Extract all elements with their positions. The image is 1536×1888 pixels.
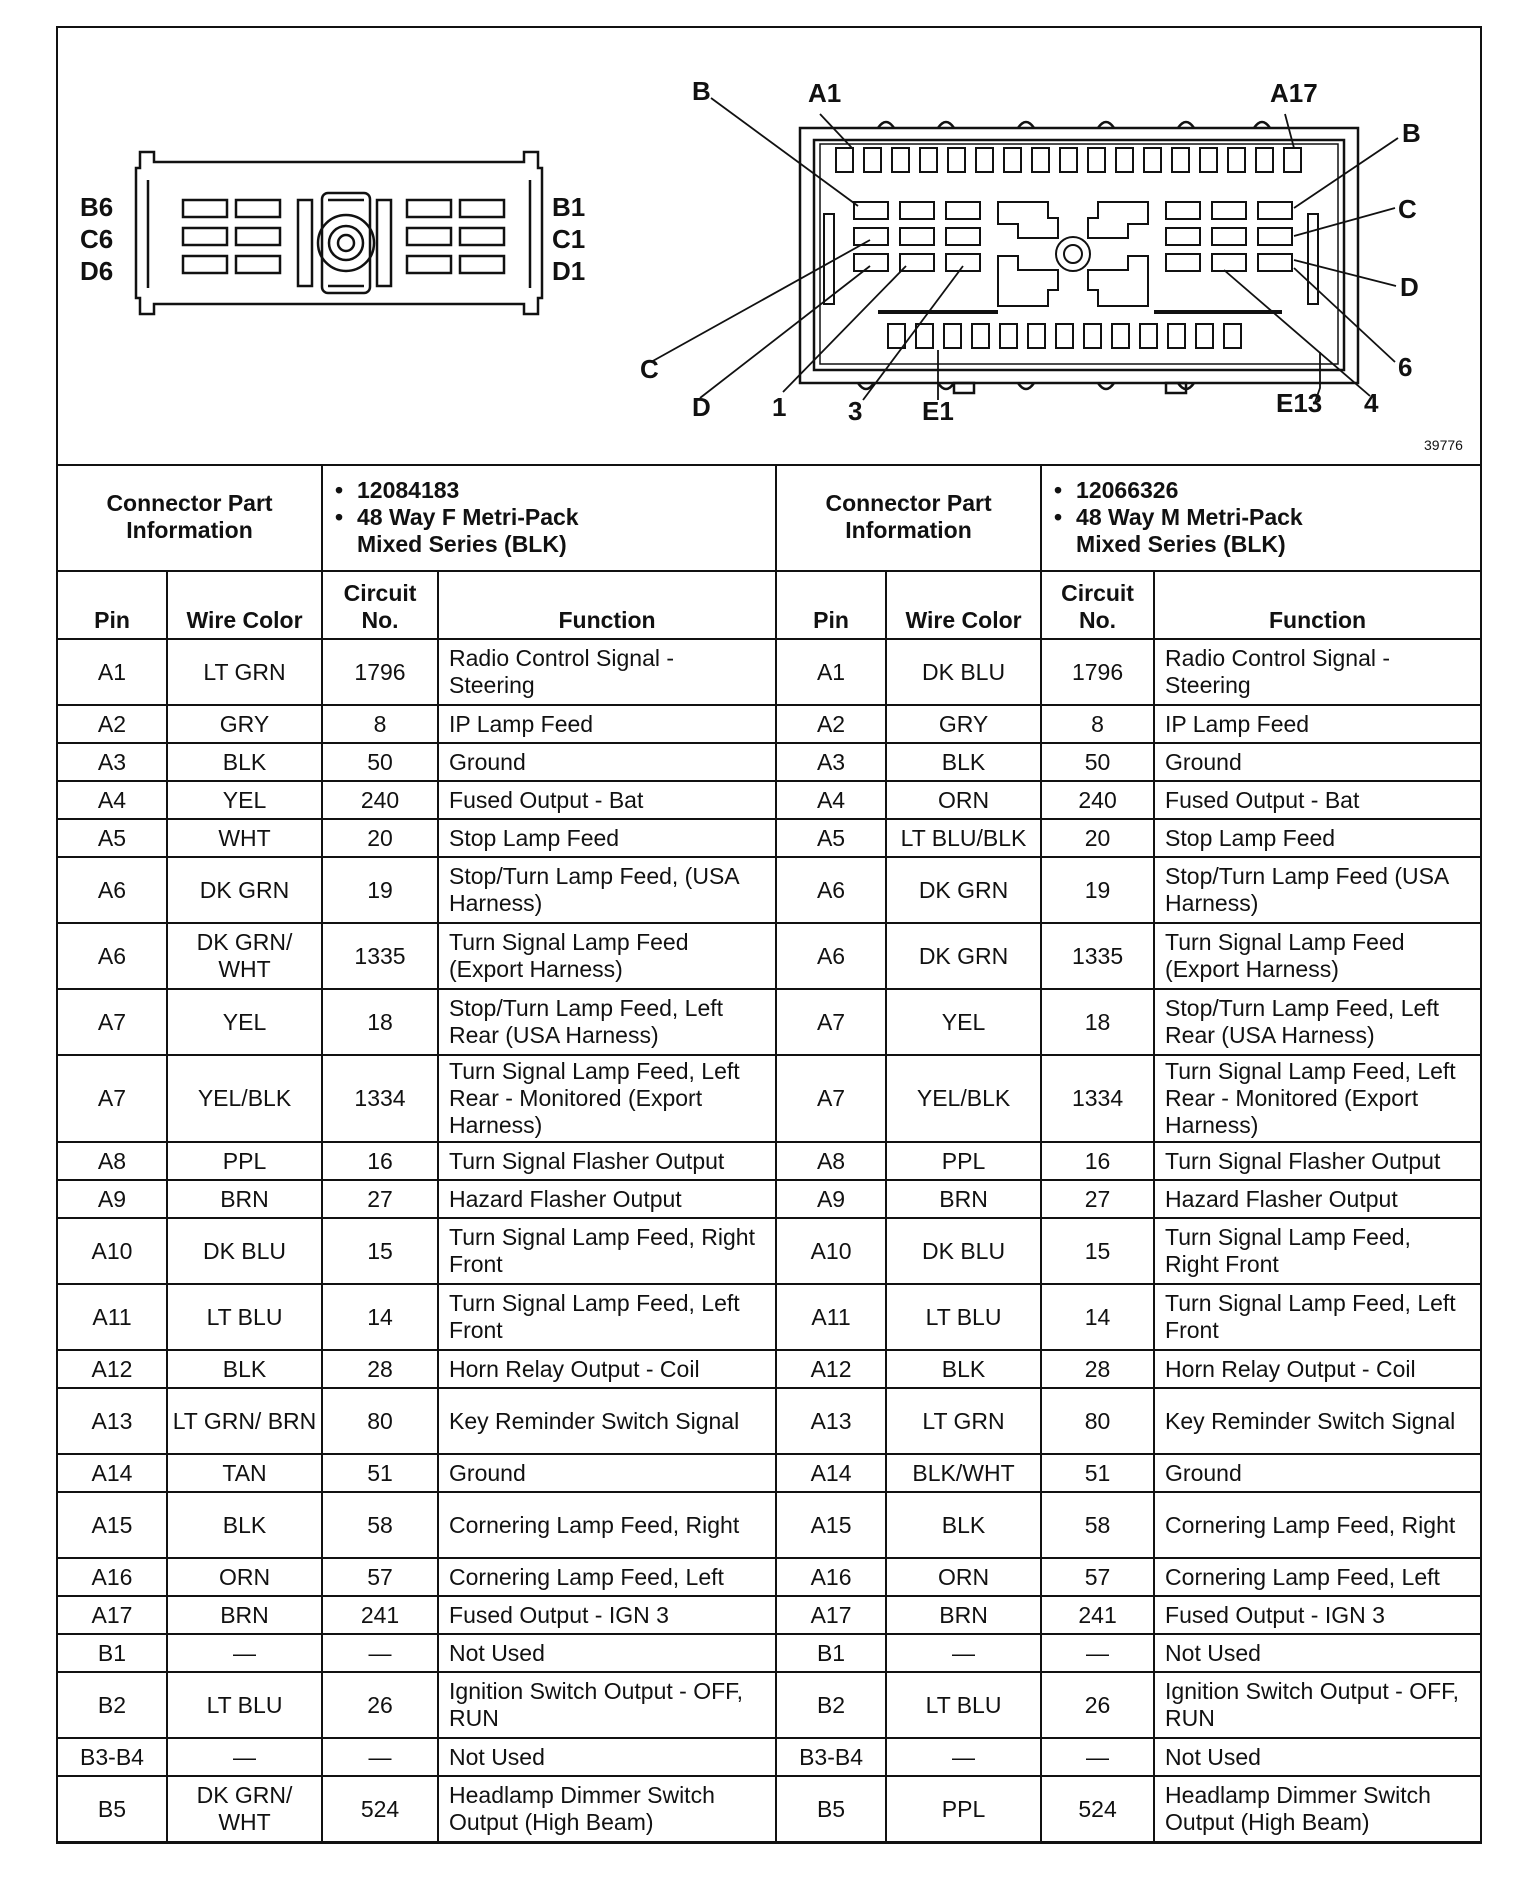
header-wire-color: Wire Color — [167, 571, 322, 639]
table-row — [58, 1055, 1480, 1142]
pin-cell: A16 — [776, 1558, 886, 1596]
wire-color-cell: BLK — [167, 1492, 322, 1558]
circuit-no-cell: 18 — [1041, 989, 1154, 1055]
label-six: 6 — [1398, 352, 1413, 382]
table-row — [58, 1284, 1480, 1350]
header-circuit-no — [322, 571, 438, 639]
circuit-no-cell: 27 — [322, 1180, 438, 1218]
label-d1: D1 — [552, 256, 586, 286]
function-cell: Radio Control Signal - Steering — [1154, 639, 1480, 705]
left-description-line2: Mixed Series (BLK) — [357, 530, 567, 557]
male-connector-drawing — [800, 122, 1358, 393]
wire-color-cell: WHT — [167, 819, 322, 857]
function-cell: Stop Lamp Feed — [1154, 819, 1480, 857]
pin-cell: B1 — [58, 1634, 167, 1672]
wire-color-cell: GRY — [886, 705, 1041, 743]
function-cell: Not Used — [438, 1738, 776, 1776]
label-c6: C6 — [80, 224, 114, 254]
wire-color-cell: DK GRN — [167, 857, 322, 923]
wire-color-cell: BLK — [886, 743, 1041, 781]
left-connector-info — [322, 464, 776, 571]
label-a17: A17 — [1270, 78, 1318, 108]
function-cell: Cornering Lamp Feed, Left — [438, 1558, 776, 1596]
pin-cell: A1 — [58, 639, 167, 705]
pin-cell: A6 — [776, 923, 886, 989]
label-a1: A1 — [808, 78, 842, 108]
pinout-table — [58, 464, 1480, 1843]
pin-cell: B5 — [776, 1776, 886, 1842]
function-cell: Stop/Turn Lamp Feed, (USA Harness) — [438, 857, 776, 923]
function-cell: Ground — [1154, 743, 1480, 781]
wire-color-cell: DK GRN/ WHT — [167, 923, 322, 989]
wire-color-cell: YEL/BLK — [886, 1055, 1041, 1142]
wire-color-cell: BRN — [886, 1596, 1041, 1634]
table-row — [58, 1776, 1480, 1842]
wire-color-cell: BLK/WHT — [886, 1454, 1041, 1492]
table-row — [58, 1454, 1480, 1492]
circuit-no-cell: 15 — [1041, 1218, 1154, 1284]
wire-color-cell: DK BLU — [167, 1218, 322, 1284]
wire-color-cell: LT BLU — [886, 1672, 1041, 1738]
table-row — [58, 781, 1480, 819]
connector-info-row — [58, 464, 1480, 571]
table-row — [58, 1672, 1480, 1738]
circuit-no-cell: 80 — [322, 1388, 438, 1454]
circuit-no-cell: 15 — [322, 1218, 438, 1284]
pin-cell: A7 — [776, 1055, 886, 1142]
wire-color-cell: TAN — [167, 1454, 322, 1492]
wire-color-cell: LT BLU — [167, 1672, 322, 1738]
header-function: Function — [438, 571, 776, 639]
header-pin: Pin — [58, 571, 167, 639]
pin-cell: A15 — [58, 1492, 167, 1558]
function-cell: Fused Output - IGN 3 — [1154, 1596, 1480, 1634]
pin-cell: A2 — [58, 705, 167, 743]
table-row — [58, 1350, 1480, 1388]
function-cell: Turn Signal Lamp Feed, Right Front — [1154, 1218, 1480, 1284]
table-row — [58, 1738, 1480, 1776]
label-c-right: C — [1398, 194, 1417, 224]
circuit-no-cell: 80 — [1041, 1388, 1154, 1454]
function-cell: Ground — [438, 743, 776, 781]
circuit-no-cell: 57 — [322, 1558, 438, 1596]
pin-cell: B5 — [58, 1776, 167, 1842]
function-cell: Cornering Lamp Feed, Right — [1154, 1492, 1480, 1558]
wire-color-cell: YEL/BLK — [167, 1055, 322, 1142]
circuit-no-cell: 16 — [1041, 1142, 1154, 1180]
pin-cell: A17 — [58, 1596, 167, 1634]
circuit-no-cell: 1335 — [1041, 923, 1154, 989]
header-function: Function — [1154, 571, 1480, 639]
pin-cell: B3-B4 — [776, 1738, 886, 1776]
function-cell: Fused Output - IGN 3 — [438, 1596, 776, 1634]
pin-cell: A9 — [58, 1180, 167, 1218]
circuit-no-cell: 28 — [1041, 1350, 1154, 1388]
function-cell: Turn Signal Lamp Feed (Export Harness) — [438, 923, 776, 989]
function-cell: Horn Relay Output - Coil — [1154, 1350, 1480, 1388]
function-cell: Horn Relay Output - Coil — [438, 1350, 776, 1388]
function-cell: Radio Control Signal - Steering — [438, 639, 776, 705]
wire-color-cell: DK GRN — [886, 857, 1041, 923]
function-cell: Ignition Switch Output - OFF, RUN — [1154, 1672, 1480, 1738]
table-row — [58, 1634, 1480, 1672]
pin-cell: A8 — [58, 1142, 167, 1180]
label-b1: B1 — [552, 192, 586, 222]
circuit-no-cell: 26 — [322, 1672, 438, 1738]
pin-cell: A5 — [58, 819, 167, 857]
circuit-no-cell: 524 — [1041, 1776, 1154, 1842]
circuit-no-cell: — — [322, 1738, 438, 1776]
function-cell: Cornering Lamp Feed, Left — [1154, 1558, 1480, 1596]
wire-color-cell: BLK — [167, 1350, 322, 1388]
wire-color-cell: LT GRN — [167, 639, 322, 705]
circuit-no-cell: 1334 — [1041, 1055, 1154, 1142]
wire-color-cell: PPL — [167, 1142, 322, 1180]
wire-color-cell: DK GRN/ WHT — [167, 1776, 322, 1842]
wire-color-cell: YEL — [886, 989, 1041, 1055]
pin-cell: A15 — [776, 1492, 886, 1558]
pin-cell: A7 — [776, 989, 886, 1055]
connector-drawing — [58, 28, 1480, 464]
function-cell: Not Used — [1154, 1738, 1480, 1776]
wire-color-cell: BRN — [167, 1180, 322, 1218]
pin-cell: B2 — [58, 1672, 167, 1738]
label-b-right: B — [1402, 118, 1421, 148]
circuit-no-cell: 14 — [1041, 1284, 1154, 1350]
label-three: 3 — [848, 396, 863, 426]
pin-cell: A6 — [58, 857, 167, 923]
label-d-bottom: D — [692, 392, 711, 422]
wire-color-cell: ORN — [886, 1558, 1041, 1596]
wire-color-cell: YEL — [167, 989, 322, 1055]
pin-cell: A1 — [776, 639, 886, 705]
circuit-no-cell: 50 — [322, 743, 438, 781]
function-cell: Turn Signal Lamp Feed, Left Rear - Monitored (Export Harness) — [438, 1055, 776, 1142]
label-c1: C1 — [552, 224, 586, 254]
circuit-no-cell: 1796 — [1041, 639, 1154, 705]
pin-cell: A7 — [58, 989, 167, 1055]
pin-cell: A12 — [58, 1350, 167, 1388]
circuit-no-cell: 241 — [322, 1596, 438, 1634]
right-description-line2: Mixed Series (BLK) — [1076, 530, 1286, 557]
wire-color-cell: ORN — [886, 781, 1041, 819]
wire-color-cell: PPL — [886, 1142, 1041, 1180]
pin-cell: A13 — [58, 1388, 167, 1454]
label-four: 4 — [1364, 388, 1379, 418]
header-circuit-line2: No. — [1079, 607, 1117, 633]
circuit-no-cell: — — [1041, 1738, 1154, 1776]
right-connector-info-title: Connector Part Information — [776, 464, 1041, 571]
wire-color-cell: BLK — [167, 743, 322, 781]
pin-cell: A14 — [58, 1454, 167, 1492]
function-cell: Not Used — [1154, 1634, 1480, 1672]
function-cell: Headlamp Dimmer Switch Output (High Beam) — [438, 1776, 776, 1842]
circuit-no-cell: 1335 — [322, 923, 438, 989]
circuit-no-cell: 20 — [1041, 819, 1154, 857]
header-circuit-line1: Circuit — [343, 580, 417, 606]
table-row — [58, 1218, 1480, 1284]
wire-color-cell: — — [167, 1634, 322, 1672]
pin-cell: A8 — [776, 1142, 886, 1180]
circuit-no-cell: 1796 — [322, 639, 438, 705]
circuit-no-cell: 18 — [322, 989, 438, 1055]
table-row — [58, 743, 1480, 781]
pin-cell: B1 — [776, 1634, 886, 1672]
function-cell: Turn Signal Lamp Feed, Left Front — [1154, 1284, 1480, 1350]
wire-color-cell: YEL — [167, 781, 322, 819]
left-description-line1: • 48 Way F Metri-Pack — [335, 504, 763, 531]
function-cell: Headlamp Dimmer Switch Output (High Beam) — [1154, 1776, 1480, 1842]
pin-cell: A3 — [776, 743, 886, 781]
function-cell: Stop/Turn Lamp Feed, Left Rear (USA Harness) — [1154, 989, 1480, 1055]
wire-color-cell: GRY — [167, 705, 322, 743]
wire-color-cell: BLK — [886, 1492, 1041, 1558]
table-row — [58, 1558, 1480, 1596]
circuit-no-cell: — — [322, 1634, 438, 1672]
wire-color-cell: LT GRN — [886, 1388, 1041, 1454]
table-row — [58, 857, 1480, 923]
pin-cell: A16 — [58, 1558, 167, 1596]
table-row — [58, 639, 1480, 705]
function-cell: Ignition Switch Output - OFF, RUN — [438, 1672, 776, 1738]
circuit-no-cell: 58 — [1041, 1492, 1154, 1558]
function-cell: Not Used — [438, 1634, 776, 1672]
wire-color-cell: — — [886, 1634, 1041, 1672]
circuit-no-cell: 20 — [322, 819, 438, 857]
table-row — [58, 1142, 1480, 1180]
circuit-no-cell: 16 — [322, 1142, 438, 1180]
circuit-no-cell: 8 — [322, 705, 438, 743]
circuit-no-cell: 14 — [322, 1284, 438, 1350]
wire-color-cell: BRN — [886, 1180, 1041, 1218]
label-c-bottom: C — [640, 354, 659, 384]
pin-cell: A13 — [776, 1388, 886, 1454]
left-connector-info-title: Connector Part Information — [58, 464, 322, 571]
circuit-no-cell: 51 — [1041, 1454, 1154, 1492]
female-connector-drawing — [136, 152, 542, 314]
label-e1: E1 — [922, 396, 954, 426]
wire-color-cell: PPL — [886, 1776, 1041, 1842]
table-row — [58, 923, 1480, 989]
function-cell: Stop/Turn Lamp Feed (USA Harness) — [1154, 857, 1480, 923]
table-row — [58, 1388, 1480, 1454]
pin-cell: A12 — [776, 1350, 886, 1388]
circuit-no-cell: 19 — [1041, 857, 1154, 923]
wire-color-cell: DK GRN — [886, 923, 1041, 989]
circuit-no-cell: 524 — [322, 1776, 438, 1842]
header-circuit-no — [1041, 571, 1154, 639]
circuit-no-cell: 51 — [322, 1454, 438, 1492]
pin-cell: A10 — [776, 1218, 886, 1284]
pin-cell: A6 — [776, 857, 886, 923]
pin-cell: A4 — [776, 781, 886, 819]
function-cell: Stop Lamp Feed — [438, 819, 776, 857]
circuit-no-cell: 26 — [1041, 1672, 1154, 1738]
table-row — [58, 819, 1480, 857]
left-part-number: • 12084183 — [335, 477, 763, 504]
header-circuit-line2: No. — [361, 607, 399, 633]
circuit-no-cell: 27 — [1041, 1180, 1154, 1218]
pin-cell: B2 — [776, 1672, 886, 1738]
function-cell: Turn Signal Flasher Output — [1154, 1142, 1480, 1180]
wire-color-cell: — — [886, 1738, 1041, 1776]
circuit-no-cell: — — [1041, 1634, 1154, 1672]
function-cell: Fused Output - Bat — [1154, 781, 1480, 819]
pin-cell: A7 — [58, 1055, 167, 1142]
function-cell: Stop/Turn Lamp Feed, Left Rear (USA Harness) — [438, 989, 776, 1055]
table-row — [58, 1596, 1480, 1634]
label-d-right: D — [1400, 272, 1419, 302]
wire-color-cell: LT BLU — [167, 1284, 322, 1350]
pin-cell: A6 — [58, 923, 167, 989]
pin-cell: A11 — [776, 1284, 886, 1350]
table-row — [58, 989, 1480, 1055]
wire-color-cell: BRN — [167, 1596, 322, 1634]
label-b-top-left: B — [692, 76, 711, 106]
circuit-no-cell: 50 — [1041, 743, 1154, 781]
function-cell: Turn Signal Lamp Feed, Right Front — [438, 1218, 776, 1284]
function-cell: Turn Signal Flasher Output — [438, 1142, 776, 1180]
header-wire-color: Wire Color — [886, 571, 1041, 639]
function-cell: Ground — [438, 1454, 776, 1492]
circuit-no-cell: 58 — [322, 1492, 438, 1558]
wire-color-cell: BLK — [886, 1350, 1041, 1388]
label-d6: D6 — [80, 256, 114, 286]
pin-cell: A4 — [58, 781, 167, 819]
pin-cell: A10 — [58, 1218, 167, 1284]
header-pin: Pin — [776, 571, 886, 639]
circuit-no-cell: 57 — [1041, 1558, 1154, 1596]
circuit-no-cell: 240 — [1041, 781, 1154, 819]
function-cell: Cornering Lamp Feed, Right — [438, 1492, 776, 1558]
function-cell: IP Lamp Feed — [438, 705, 776, 743]
pin-cell: A11 — [58, 1284, 167, 1350]
table-row — [58, 1180, 1480, 1218]
circuit-no-cell: 19 — [322, 857, 438, 923]
wire-color-cell: DK BLU — [886, 639, 1041, 705]
right-description-line1: • 48 Way M Metri-Pack — [1054, 504, 1468, 531]
wire-color-cell: LT BLU — [886, 1284, 1041, 1350]
function-cell: Hazard Flasher Output — [438, 1180, 776, 1218]
pin-cell: A5 — [776, 819, 886, 857]
label-e13: E13 — [1276, 388, 1323, 418]
header-circuit-line1: Circuit — [1061, 580, 1134, 606]
circuit-no-cell: 1334 — [322, 1055, 438, 1142]
wire-color-cell: LT BLU/BLK — [886, 819, 1041, 857]
wire-color-cell: ORN — [167, 1558, 322, 1596]
pin-cell: A14 — [776, 1454, 886, 1492]
pin-cell: A9 — [776, 1180, 886, 1218]
connector-diagram — [58, 28, 1480, 466]
function-cell: Hazard Flasher Output — [1154, 1180, 1480, 1218]
circuit-no-cell: 240 — [322, 781, 438, 819]
label-b6: B6 — [80, 192, 114, 222]
pin-cell: A3 — [58, 743, 167, 781]
pinout-rows — [58, 639, 1480, 1842]
document-frame — [56, 26, 1482, 1844]
wire-color-cell: DK BLU — [886, 1218, 1041, 1284]
function-cell: Turn Signal Lamp Feed (Export Harness) — [1154, 923, 1480, 989]
function-cell: Key Reminder Switch Signal — [1154, 1388, 1480, 1454]
circuit-no-cell: 8 — [1041, 705, 1154, 743]
circuit-no-cell: 241 — [1041, 1596, 1154, 1634]
right-part-number: • 12066326 — [1054, 477, 1468, 504]
function-cell: IP Lamp Feed — [1154, 705, 1480, 743]
function-cell: Fused Output - Bat — [438, 781, 776, 819]
figure-id: 39776 — [1424, 437, 1463, 453]
circuit-no-cell: 28 — [322, 1350, 438, 1388]
pin-cell: A2 — [776, 705, 886, 743]
label-one: 1 — [772, 392, 787, 422]
table-row — [58, 705, 1480, 743]
pin-cell: A17 — [776, 1596, 886, 1634]
male-connector-cavities — [824, 148, 1318, 348]
column-header-row — [58, 571, 1480, 639]
right-connector-info — [1041, 464, 1480, 571]
function-cell: Turn Signal Lamp Feed, Left Rear - Monitored (Export Harness) — [1154, 1055, 1480, 1142]
function-cell: Turn Signal Lamp Feed, Left Front — [438, 1284, 776, 1350]
function-cell: Ground — [1154, 1454, 1480, 1492]
table-row — [58, 1492, 1480, 1558]
pin-cell: B3-B4 — [58, 1738, 167, 1776]
function-cell: Key Reminder Switch Signal — [438, 1388, 776, 1454]
wire-color-cell: — — [167, 1738, 322, 1776]
wire-color-cell: LT GRN/ BRN — [167, 1388, 322, 1454]
